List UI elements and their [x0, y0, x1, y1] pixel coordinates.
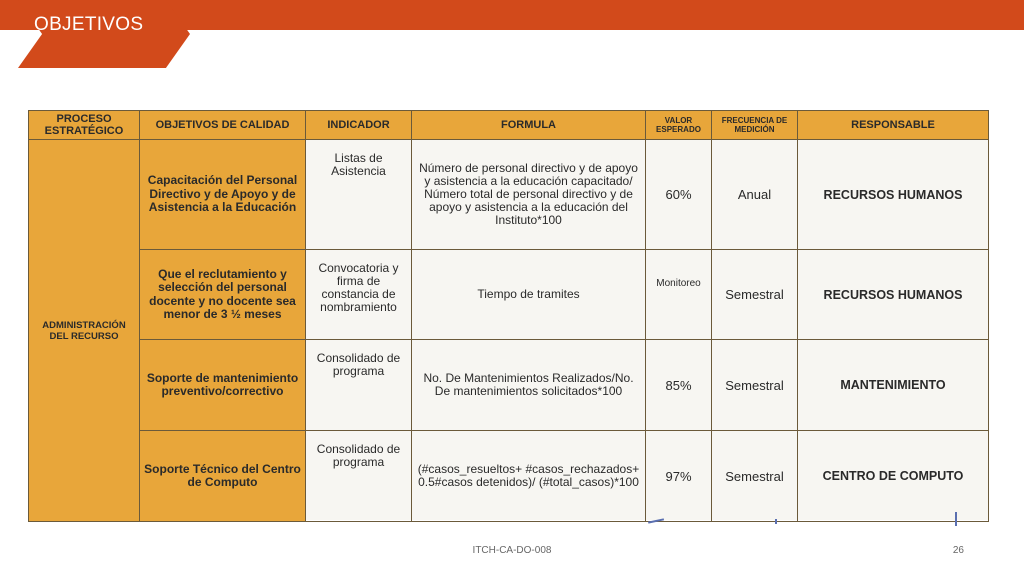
valor-cell: 85% — [646, 340, 712, 431]
objetivo-cell: Que el reclutamiento y selección del personal docente y no docente sea menor de 3 ½ meses — [140, 250, 306, 340]
responsable-cell: RECURSOS HUMANOS — [798, 140, 989, 250]
header-valor: VALOR ESPERADO — [646, 111, 712, 140]
responsable-cell: MANTENIMIENTO — [798, 340, 989, 431]
proceso-cell: ADMINISTRACIÓN DEL RECURSO — [29, 140, 140, 522]
frecuencia-cell: Semestral — [712, 340, 798, 431]
document-code: ITCH-CA-DO-008 — [472, 545, 552, 556]
responsable-cell: CENTRO DE COMPUTO — [798, 431, 989, 522]
formula-cell: Número de personal directivo y de apoyo y asistencia a la educación capacitado/ Número total de personal directivo y de apoyo y asistencia a la educación del Instituto*100 — [412, 140, 646, 250]
indicador-cell: Consolidado de programa — [306, 431, 412, 522]
formula-cell: No. De Mantenimientos Realizados/No. De mantenimientos solicitados*100 — [412, 340, 646, 431]
quality-objectives-table — [28, 110, 989, 522]
quality-objectives-table-container — [28, 110, 988, 520]
scan-mark — [775, 519, 777, 524]
objetivo-cell: Capacitación del Personal Directivo y de Apoyo y de Asistencia a la Educación — [140, 140, 306, 250]
valor-cell: Monitoreo — [646, 250, 712, 340]
header-indicador: INDICADOR — [306, 111, 412, 140]
frecuencia-cell: Semestral — [712, 431, 798, 522]
page-number: 26 — [952, 545, 964, 556]
table-row — [29, 431, 989, 522]
objetivo-cell: Soporte Técnico del Centro de Computo — [140, 431, 306, 522]
header-responsable: RESPONSABLE — [798, 111, 989, 140]
indicador-cell: Convocatoria y firma de constancia de nombramiento — [306, 250, 412, 340]
frecuencia-cell: Semestral — [712, 250, 798, 340]
page-title: OBJETIVOS — [34, 14, 144, 35]
indicador-cell: Listas de Asistencia — [306, 140, 412, 250]
header-formula: FORMULA — [412, 111, 646, 140]
valor-cell: 97% — [646, 431, 712, 522]
header-proceso: PROCESO ESTRATÉGICO — [29, 111, 140, 140]
table-row — [29, 250, 989, 340]
header-frecuencia: FRECUENCIA DE MEDICIÓN — [712, 111, 798, 140]
table-row — [29, 340, 989, 431]
header-objetivos: OBJETIVOS DE CALIDAD — [140, 111, 306, 140]
responsable-cell: RECURSOS HUMANOS — [798, 250, 989, 340]
frecuencia-cell: Anual — [712, 140, 798, 250]
indicador-cell: Consolidado de programa — [306, 340, 412, 431]
scan-mark — [955, 512, 957, 526]
table-header-row — [29, 111, 989, 140]
formula-cell: (#casos_resueltos+ #casos_rechazados+ 0.5#casos detenidos)/ (#total_casos)*100 — [412, 431, 646, 522]
valor-cell: 60% — [646, 140, 712, 250]
table-row — [29, 140, 989, 250]
formula-cell: Tiempo de tramites — [412, 250, 646, 340]
objetivo-cell: Soporte de mantenimiento preventivo/correctivo — [140, 340, 306, 431]
